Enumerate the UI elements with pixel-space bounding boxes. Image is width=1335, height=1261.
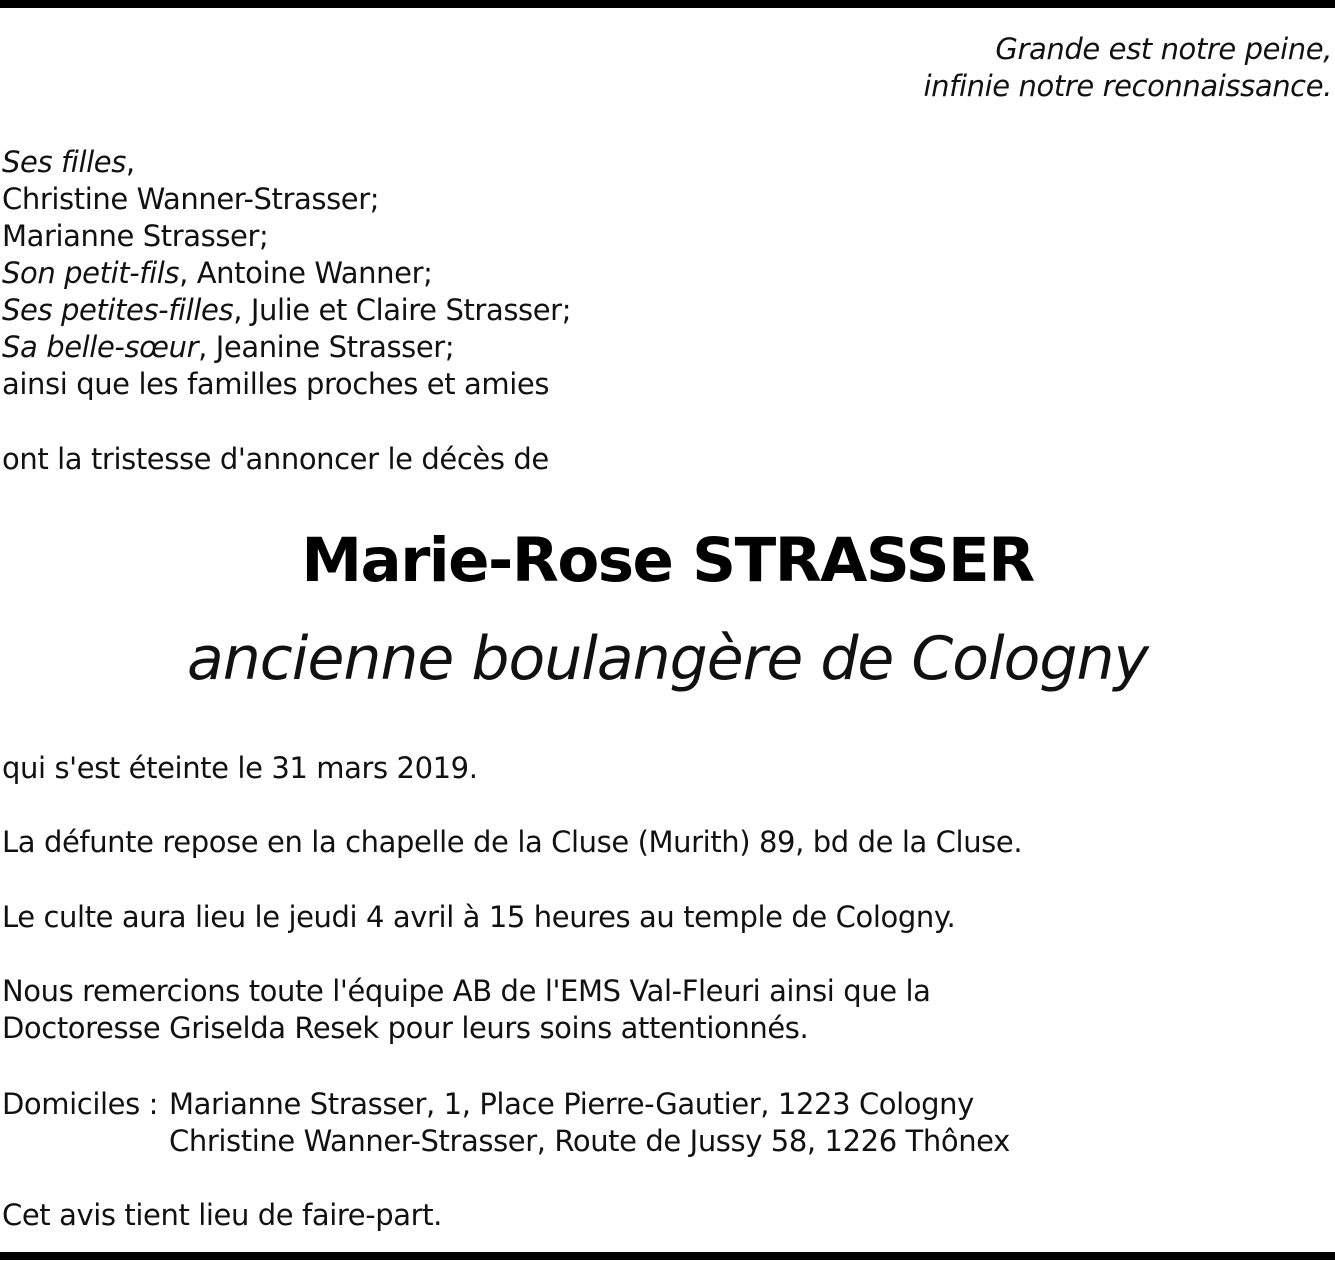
epigraph-line-2: infinie notre reconnaissance. [923,69,1332,103]
granddaughters-label: Ses petites-filles [2,293,234,327]
announcement-text: ont la tristesse d'annoncer le décès de [2,442,549,476]
granddaughters-line [2,292,571,329]
grandson-label: Son petit-fils [2,256,180,290]
deceased-occupation: ancienne boulangère de Cologny [186,624,1149,694]
daughter-2: Marianne Strasser; [2,219,269,253]
service-text: Le culte aura lieu le jeudi 4 avril à 15 heures au temple de Cologny. [2,900,956,934]
thanks-line-1: Nous remercions toute l'équipe AB de l'EMS Val-Fleuri ainsi que la [2,974,931,1008]
domiciles-addresses [169,1086,1010,1160]
sister-in-law-name: , Jeanine Strasser; [198,330,455,364]
epigraph [924,31,1333,105]
sister-in-law-label: Sa belle-sœur [2,330,199,364]
grandson-line [2,255,432,292]
others-line: ainsi que les familles proches et amies [2,367,550,401]
daughter-1: Christine Wanner-Strasser; [2,182,380,216]
epigraph-line-1: Grande est notre peine, [995,32,1332,66]
deceased-name: Marie-Rose STRASSER [301,525,1034,596]
repose-text: La défunte repose en la chapelle de la Cluse (Murith) 89, bd de la Cluse. [2,825,1023,859]
daughters-punct: , [125,145,135,179]
daughters-label: Ses filles [2,145,126,179]
domicile-address-1: Marianne Strasser, 1, Place Pierre-Gautier, 1223 Cologny [169,1087,974,1121]
grandson-name: , Antoine Wanner; [179,256,433,290]
domiciles-label: Domiciles : [2,1087,158,1121]
domicile-address-2: Christine Wanner-Strasser, Route de Jussy 58, 1226 Thônex [169,1124,1010,1158]
thanks-line-2: Doctoresse Griselda Resek pour leurs soins attentionnés. [2,1011,809,1045]
top-border-rule [0,0,1335,8]
sister-in-law-line [2,329,454,366]
bottom-border-rule [0,1252,1335,1260]
daughters-heading [2,144,135,181]
date-of-death: qui s'est éteinte le 31 mars 2019. [2,751,478,785]
granddaughters-names: , Julie et Claire Strasser; [233,293,572,327]
closing-text: Cet avis tient lieu de faire-part. [2,1198,442,1232]
